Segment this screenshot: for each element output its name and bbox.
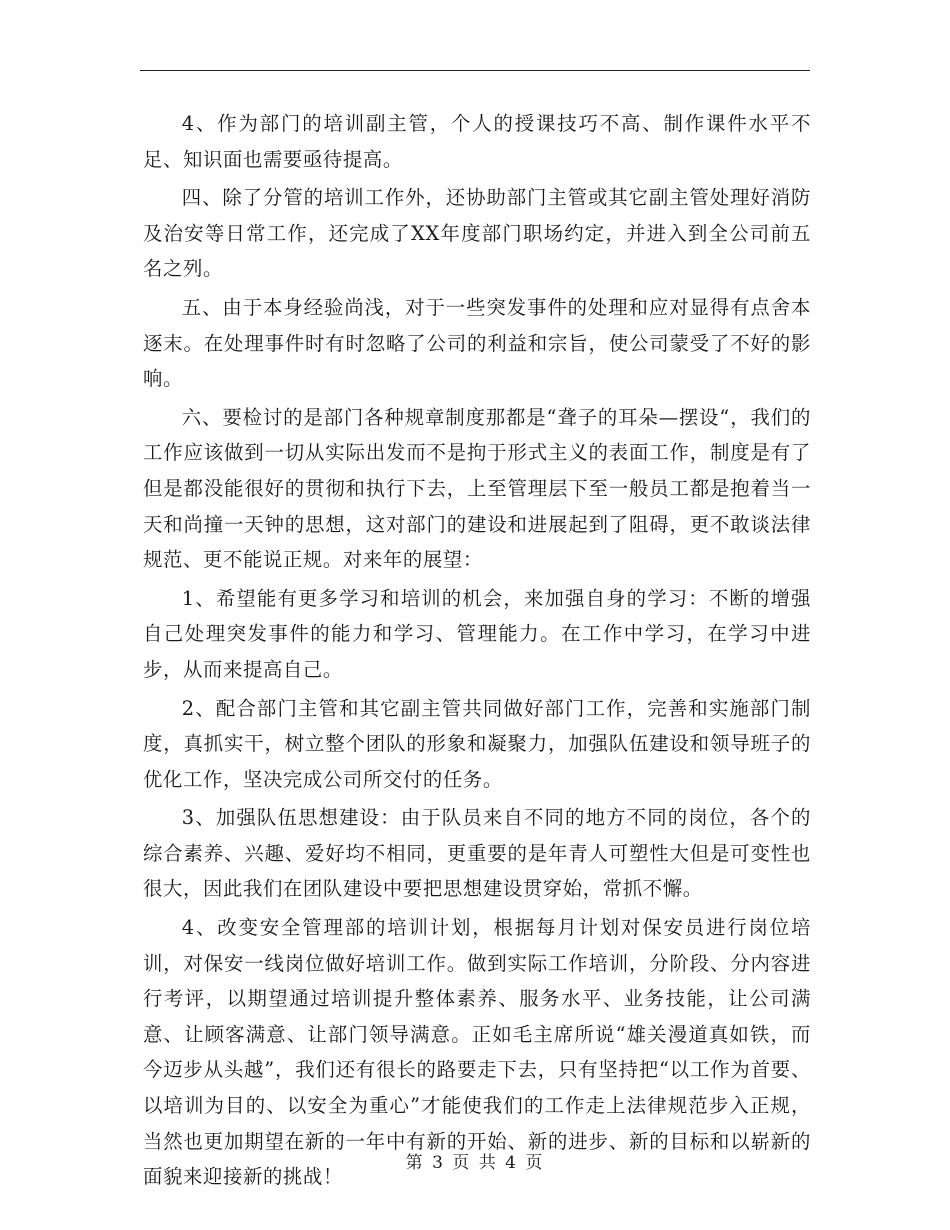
paragraph: 四、除了分管的培训工作外，还协助部门主管或其它副主管处理好消防及治安等日常工作，还完成了XX年度部门职场约定，并进入到全公司前五名之列。	[143, 186, 811, 281]
paragraph: 4、改变安全管理部的培训计划，根据每月计划对保安员进行岗位培训，对保安一线岗位做好培训工作。做到实际工作培训，分阶段、分内容进行考评，以期望通过培训提升整体素养、服务水平、业务技能，让公司满意、让顾客满意、让部门领导满意。正如毛主席所说“雄关漫道真如铁，而今迈步从头越”，我们还有很长的路要走下去，只有坚持把“以工作为首要、以培训为目的、以安全为重心”才能使我们的工作走上法律规范步入正规，当然也更加期望在新的一年中有新的开始、新的进步、新的目标和以崭新的面貌来迎接新的挑战！	[143, 916, 811, 1189]
paragraph: 五、由于本身经验尚浅，对于一些突发事件的处理和应对显得有点舍本逐末。在处理事件时有时忽略了公司的利益和宗旨，使公司蒙受了不好的影响。	[143, 295, 811, 391]
paragraph: 4、作为部门的培训副主管，个人的授课技巧不高、制作课件水平不足、知识面也需要亟待提高。	[143, 112, 811, 171]
document-body	[143, 106, 811, 1198]
paragraph: 3、加强队伍思想建设：由于队员来自不同的地方不同的岗位，各个的综合素养、兴趣、爱好均不相同，更重要的是年青人可塑性大但是可变性也很大，因此我们在团队建设中要把思想建设贯穿始，常抓不懈。	[143, 806, 811, 901]
paragraph: 1、希望能有更多学习和培训的机会，来加强自身的学习：不断的增强自己处理突发事件的能力和学习、管理能力。在工作中学习，在学习中进步，从而来提高自己。	[143, 586, 811, 681]
header-rule	[140, 70, 810, 71]
paragraph: 六、要检讨的是部门各种规章制度那都是“聋子的耳朵—摆设“，我们的工作应该做到一切从实际出发而不是拘于形式主义的表面工作，制度是有了但是都没能很好的贯彻和执行下去，上至管理层下至一般员工都是抱着当一天和尚撞一天钟的思想，这对部门的建设和进展起到了阻碍，更不敢谈法律规范、更不能说正规。对来年的展望：	[143, 405, 811, 572]
page-footer: 第 3 页 共 4 页	[405, 1153, 545, 1173]
paragraph: 2、配合部门主管和其它副主管共同做好部门工作，完善和实施部门制度，真抓实干，树立整个团队的形象和凝聚力，加强队伍建设和领导班子的优化工作，坚决完成公司所交付的任务。	[143, 696, 811, 791]
